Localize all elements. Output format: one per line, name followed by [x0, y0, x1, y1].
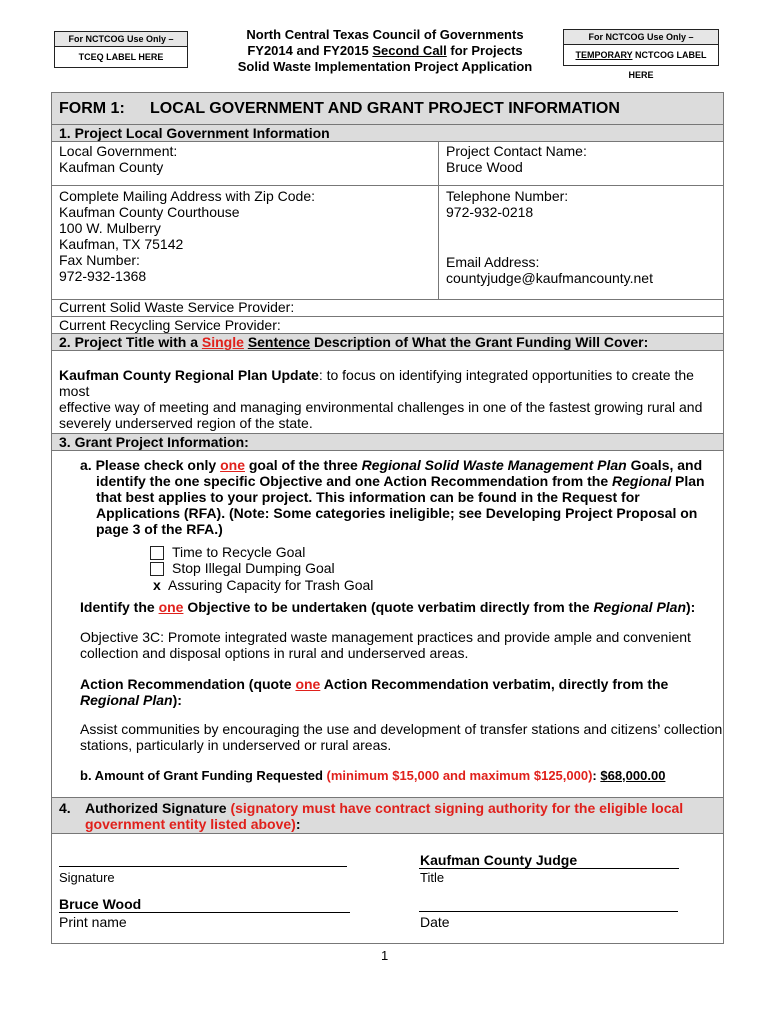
- divider: [52, 141, 723, 142]
- nctcog-label-box-caption: For NCTCOG Use Only –: [564, 30, 718, 45]
- nctcog-label-box: [563, 29, 719, 80]
- mailing-address-label: Complete Mailing Address with Zip Code:: [59, 188, 316, 204]
- telephone-label: Telephone Number:: [446, 188, 569, 204]
- document-header-title: [215, 27, 555, 75]
- section-4-heading: Authorized Signature (signatory must have contract signing authority for the eligible local government entity listed above):: [85, 800, 684, 832]
- header-line-1: North Central Texas Council of Governments: [246, 27, 524, 42]
- nctcog-label-placeholder: TEMPORARY NCTCOG LABEL HERE: [575, 50, 707, 80]
- assuring-capacity-label: Assuring Capacity for Trash Goal: [168, 577, 374, 593]
- section-4-heading-bar: [52, 798, 723, 833]
- grant-amount-value[interactable]: 68,000.00: [607, 768, 666, 783]
- mailing-address-field[interactable]: [59, 188, 429, 284]
- divider: [52, 450, 723, 451]
- signature-label: Signature: [59, 870, 115, 885]
- stop-illegal-dumping-label: Stop Illegal Dumping Goal: [172, 560, 335, 576]
- mailing-address-line-1: Kaufman County Courthouse: [59, 204, 240, 220]
- header-line-2: FY2014 and FY2015 Second Call for Projects: [247, 43, 523, 58]
- signature-line[interactable]: [59, 866, 347, 867]
- title-label: Title: [420, 870, 445, 885]
- project-title: Kaufman County Regional Plan Update: [59, 367, 319, 383]
- header-line-3: Solid Waste Implementation Project Application: [237, 59, 533, 74]
- goal-instructions: a. Please check only one goal of the three Regional Solid Waste Management Plan Goals, and identify the one specific Objective and one Action Recommendation from the Regional Plan that best applies to your project. This information can be found in the Request for Applications (RFA). (Note: Some categories ineligible; see Developing Project Proposal on page 3 of the RFA.): [80, 457, 705, 537]
- form-1-frame: [51, 92, 724, 944]
- project-contact-value: Bruce Wood: [446, 159, 523, 175]
- recycling-provider-field[interactable]: Current Recycling Service Provider:: [59, 317, 281, 333]
- time-to-recycle-checkbox[interactable]: [150, 546, 164, 560]
- assuring-capacity-checkbox-mark[interactable]: x: [153, 577, 161, 593]
- section-3-heading-bar: [52, 434, 723, 450]
- print-name-label: Print name: [59, 914, 127, 930]
- fax-label: Fax Number:: [59, 252, 140, 268]
- section-3-heading: 3. Grant Project Information:: [59, 434, 249, 450]
- local-government-field[interactable]: [59, 143, 429, 175]
- project-title-description[interactable]: Kaufman County Regional Plan Update: to focus on identifying integrated opportunities to create the most effective way of meeting and managing environmental challenges in one of the fastest growing rural and severely underserved region of the state.: [59, 367, 703, 431]
- tceq-label-box-caption: For NCTCOG Use Only –: [55, 32, 187, 47]
- project-contact-field[interactable]: [446, 143, 716, 175]
- email-label: Email Address:: [446, 254, 540, 270]
- telephone-value: 972-932-0218: [446, 204, 534, 220]
- section-2-heading-bar: [52, 334, 723, 350]
- tceq-label-box: [54, 31, 188, 68]
- solid-waste-provider-field[interactable]: Current Solid Waste Service Provider:: [59, 299, 295, 315]
- divider: [52, 350, 723, 351]
- mailing-address-line-3: Kaufman, TX 75142: [59, 236, 184, 252]
- divider: [52, 833, 723, 834]
- stop-illegal-dumping-checkbox[interactable]: [150, 562, 164, 576]
- section-1-heading: 1. Project Local Government Information: [59, 125, 330, 141]
- objective-text[interactable]: Objective 3C: Promote integrated waste management practices and provide ample and convenient collection and disposal options in rural and underserved areas.: [80, 629, 691, 661]
- date-label: Date: [420, 914, 450, 930]
- section-1-heading-bar: [52, 125, 723, 141]
- action-recommendation-heading: Action Recommendation (quote one Action Recommendation verbatim, directly from the Regional Plan):: [80, 676, 669, 708]
- form-number: FORM 1:: [59, 100, 125, 117]
- local-government-label: Local Government:: [59, 143, 178, 159]
- objective-heading: Identify the one Objective to be undertaken (quote verbatim directly from the Regional Plan):: [80, 599, 696, 615]
- tceq-label-placeholder: TCEQ LABEL HERE: [78, 52, 164, 62]
- title-value[interactable]: Kaufman County Judge: [420, 852, 578, 868]
- section-2-heading: 2. Project Title with a Single Sentence Description of What the Grant Funding Will Cover:: [59, 334, 649, 350]
- email-field[interactable]: [446, 254, 716, 286]
- action-recommendation-text[interactable]: Assist communities by encouraging the use and development of transfer stations and citizens’ collection stations, particularly in underserved or rural areas.: [80, 721, 723, 753]
- time-to-recycle-label: Time to Recycle Goal: [172, 544, 306, 560]
- telephone-field[interactable]: [446, 188, 716, 220]
- print-name-value[interactable]: Bruce Wood: [59, 896, 142, 912]
- grant-amount-row: b. Amount of Grant Funding Requested (minimum $15,000 and maximum $125,000): $68,000.00: [80, 768, 666, 783]
- title-line: [419, 868, 679, 869]
- project-contact-label: Project Contact Name:: [446, 143, 587, 159]
- page-number: 1: [381, 948, 389, 963]
- divider: [52, 185, 723, 186]
- date-line[interactable]: [419, 911, 678, 912]
- form-title: LOCAL GOVERNMENT AND GRANT PROJECT INFORMATION: [150, 100, 620, 117]
- form-title-bar: [52, 93, 723, 124]
- section-4-number: 4.: [59, 800, 71, 816]
- column-divider: [438, 141, 439, 299]
- email-value: countyjudge@kaufmancounty.net: [446, 270, 653, 286]
- print-name-line: [59, 912, 350, 913]
- fax-value: 972-932-1368: [59, 268, 147, 284]
- mailing-address-line-2: 100 W. Mulberry: [59, 220, 161, 236]
- local-government-value: Kaufman County: [59, 159, 164, 175]
